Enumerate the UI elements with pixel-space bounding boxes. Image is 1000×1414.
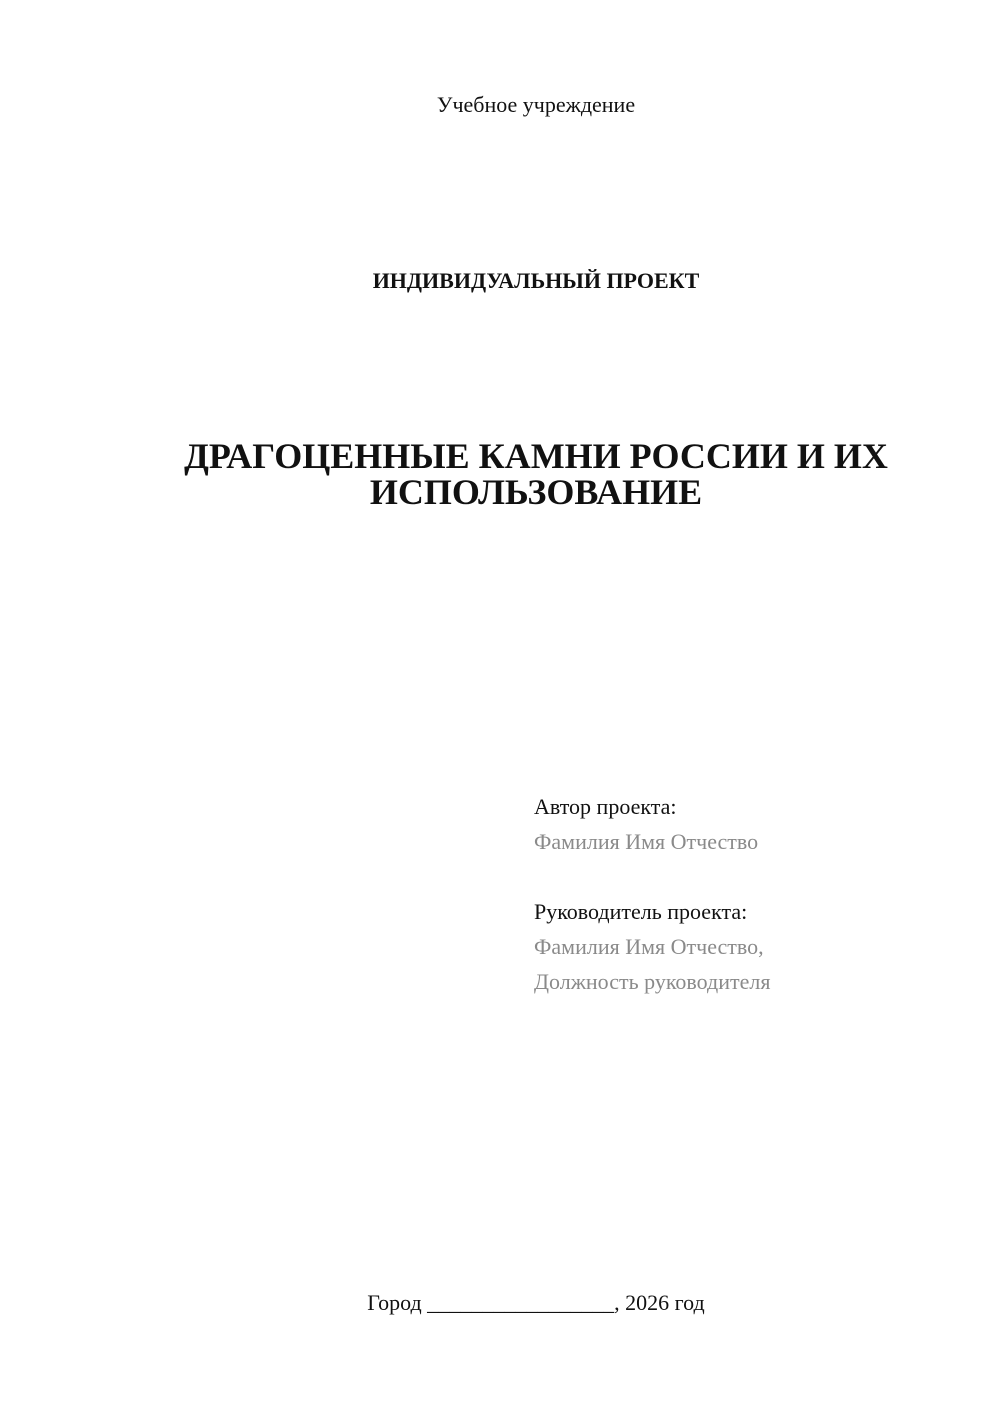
city-label: Город <box>367 1290 422 1315</box>
project-title <box>130 438 942 510</box>
author-label: Автор проекта: <box>534 794 677 819</box>
supervisor-label: Руководитель проекта: <box>534 899 748 924</box>
supervisor-name: Фамилия Имя Отчество, <box>534 934 764 959</box>
credits-block <box>534 789 974 999</box>
city-blank: _________________ <box>427 1290 615 1315</box>
credits-spacer <box>534 859 974 894</box>
year-text: , 2026 год <box>614 1290 705 1315</box>
project-title-line-1: ДРАГОЦЕННЫЕ КАМНИ РОССИИ И ИХ <box>184 436 888 476</box>
author-name: Фамилия Имя Отчество <box>534 829 759 854</box>
supervisor-position: Должность руководителя <box>534 969 771 994</box>
project-type-heading: ИНДИВИДУАЛЬНЫЙ ПРОЕКТ <box>372 268 700 293</box>
institution-name: Учебное учреждение <box>436 92 636 117</box>
city-year-line <box>0 1290 1000 1316</box>
project-title-line-2: ИСПОЛЬЗОВАНИЕ <box>369 472 703 512</box>
